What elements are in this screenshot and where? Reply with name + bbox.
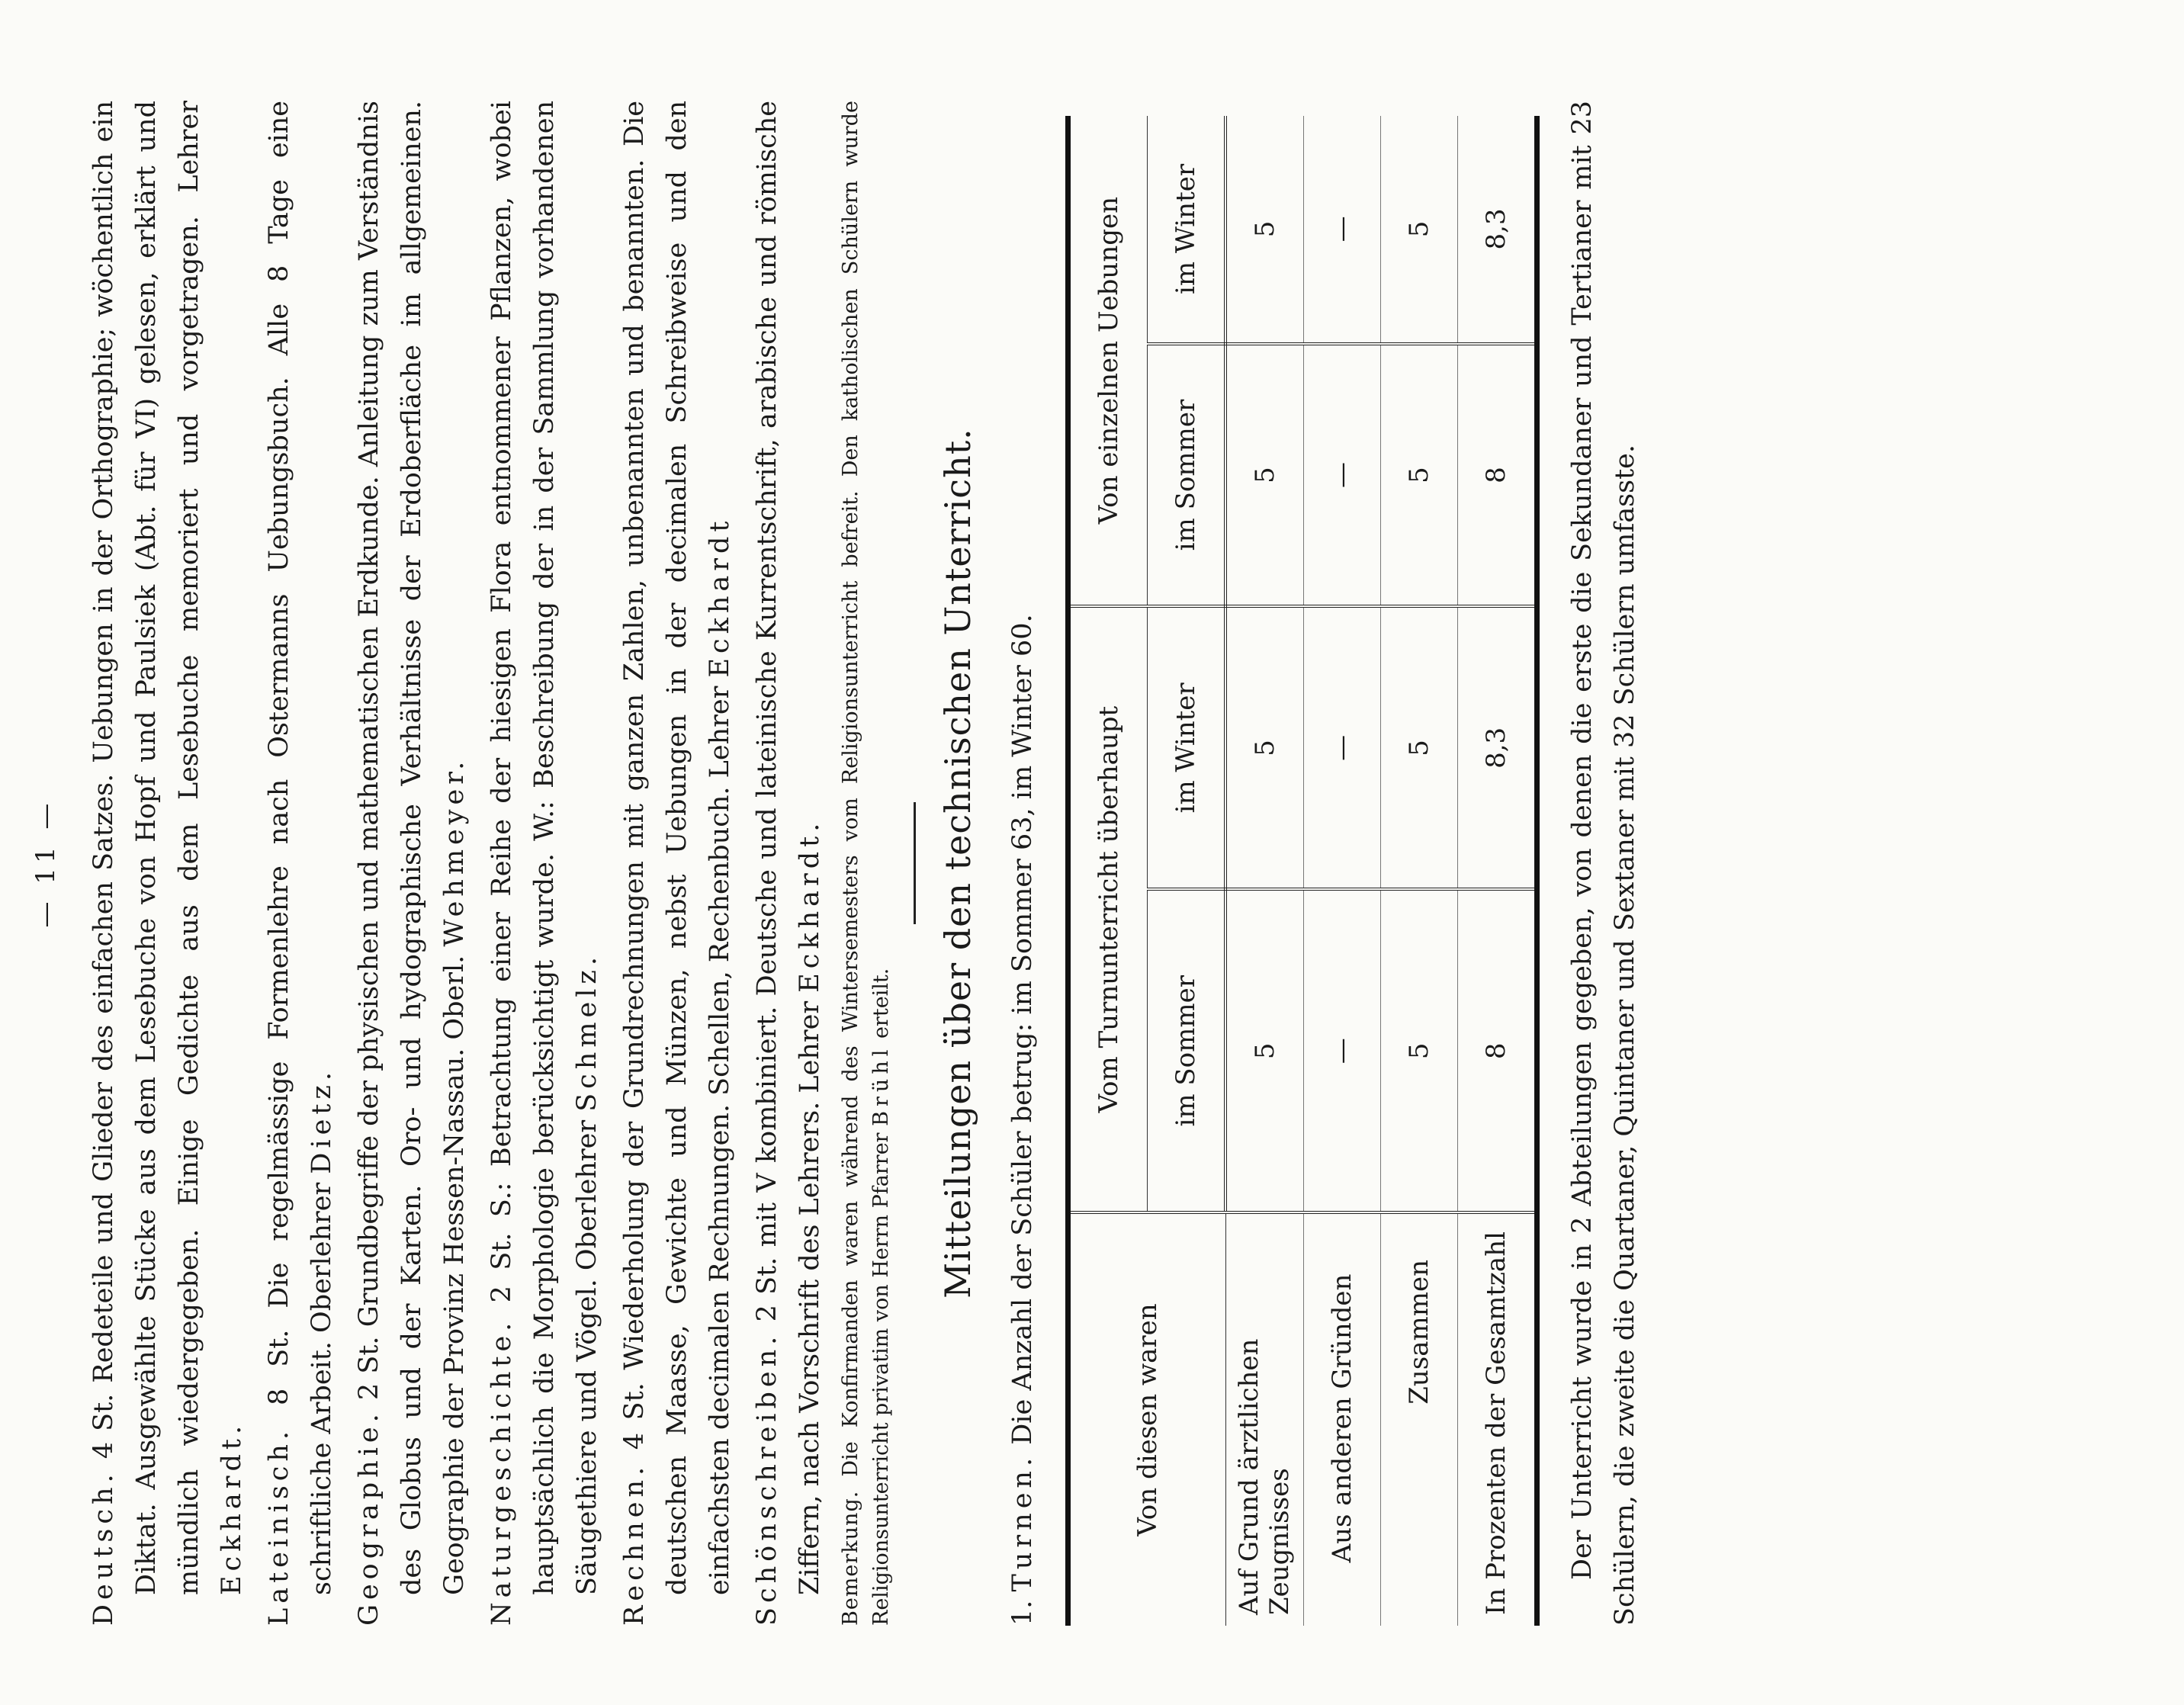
table-cell: 8,3 (1481, 208, 1511, 250)
table-cell: 5 (1225, 344, 1304, 606)
lesson-text: 2 St. S.: Betrachtung einer Reihe der hiesigen Flora entnommener Pflanzen, wobei hauptsächlich die Morphologie berücksichtigt wurde. W.: Beschreibung der in der Sammlung vorhandenen Säugethiere und Vögel. Oberlehrer (487, 101, 602, 1595)
turnen-paragraph (1001, 101, 1044, 1626)
closing-paragraph: Der Unterricht wurde in 2 Abteilungen gegeben, von denen die erste die Sekundaner und Tertianer mit 23 Schülern, die zweite die Quartaner, Quintaner und Sextaner mit 32 Schülern umfasste. (1567, 101, 1640, 1626)
row-label: In Prozenten der Gesamtzahl (1458, 1212, 1537, 1626)
row-label: Zusammen (1381, 1212, 1458, 1626)
table-header-row (1068, 116, 1148, 1626)
group-header-single: Von einzelnen Uebungen (1068, 116, 1148, 606)
teacher-name: Eckhardt (705, 516, 735, 678)
table-cell: 5 (1381, 890, 1458, 1213)
table-cell: — (1304, 116, 1381, 344)
sub-header: im Winter (1148, 606, 1226, 889)
turnen-label: Turnen. (1007, 1453, 1038, 1592)
lesson-text: 8 St. Die regelmässige Formenlehre nach Ostermanns Uebungsbuch. Alle 8 Tage eine schriftliche Arbeit. Oberlehrer (264, 101, 337, 1595)
turnen-table (1065, 116, 1540, 1626)
row-label: Aus anderen Gründen (1304, 1212, 1381, 1626)
teacher-name: Eckhardt. (795, 818, 825, 993)
remark-note (836, 101, 897, 1626)
table-cell: 5 (1381, 116, 1458, 344)
lesson-text: 2 St. Grundbegriffe der physischen und mathematischen Erdkunde. Anleitung zum Verständnis des Globus und der Karten. Oro- und hydographische Verhältnisse der Erdoberfläche im allgemeinen. Geographie der Provinz Hessen-Nassau. Oberl. (354, 101, 470, 1595)
table-row (1381, 116, 1458, 1626)
table-cell: 8,3 (1458, 606, 1537, 889)
page-text-block (31, 101, 1646, 1626)
table-row (1304, 116, 1381, 1626)
sub-header: im Sommer (1148, 344, 1226, 606)
teacher-name: Eckhardt. (217, 1421, 247, 1595)
table-cell: 5 (1225, 116, 1304, 344)
row-header: Von diesen waren (1068, 1212, 1226, 1626)
table-cell: 8 (1458, 344, 1537, 606)
page-number: — 11 — (31, 798, 61, 928)
lesson-text: 4 St. Wiederholung der Grundrechnungen mit ganzen Zahlen, unbenannten und benannten. Die deutschen Maasse, Gewichte und Münzen, nebst Uebungen in der decimalen Schreibweise und den einfachsten decimalen Rechnungen. Schellen, Rechenbuch. Lehrer (619, 101, 735, 1595)
lesson-text: 4 St. Redeteile und Glieder des einfachen Satzes. Uebungen in der Orthographie; wöchentlich ein Diktat. Ausgewählte Stücke aus dem Lesebuche von Hopf und Paulsiek (Abt. für VI) gelesen, erklärt und mündlich wiedergegeben. Einige Gedichte aus dem Lesebuche memoriert und vorgetragen. Lehrer (88, 101, 204, 1595)
table-cell: — (1304, 606, 1381, 889)
teacher-name: Dietz. (307, 1068, 337, 1174)
lesson-schoenschreiben (746, 101, 831, 1626)
remark-label: Bemerkung. (839, 1490, 862, 1626)
lesson-lateinisch (258, 101, 343, 1626)
lesson-rechnen (613, 101, 741, 1626)
subject-heading: Rechnen. (619, 1462, 650, 1626)
remark-text: Die Konfirmanden waren während des Wintersemesters vom Religionsunterricht befreit. Den katholischen Schülern wurde Religionsunterricht privatim von Herrn Pfarrer (839, 101, 893, 1626)
subject-heading: Deutsch. (88, 1469, 119, 1626)
section-divider (914, 802, 916, 924)
subject-heading: Lateinisch. (264, 1426, 294, 1626)
table-cell: — (1304, 890, 1381, 1213)
table-cell: 8 (1458, 890, 1537, 1213)
table-cell: 5 (1381, 344, 1458, 606)
turnen-number: 1. (1007, 1600, 1038, 1626)
teacher-name: Wehmeyer. (439, 756, 470, 947)
remark-end: erteilt. (869, 968, 893, 1039)
group-header-overall: Vom Turnunterricht überhaupt (1068, 606, 1148, 1212)
lesson-text: 2 St. mit V kombiniert. Deutsche und lateinische Kurrentschrift, arabische und römische Ziffern, nach Vorschrift des Lehrers. Lehrer (752, 101, 825, 1595)
lesson-naturgeschichte (480, 101, 609, 1626)
section-title: Mitteilungen über den technischen Unterricht. (937, 428, 978, 1299)
table-cell: 5 (1381, 606, 1458, 889)
turnen-text: Die Anzahl der Schüler betrug: im Sommer 63, im Winter 60. (1007, 614, 1038, 1445)
subject-heading: Naturgeschichte. (487, 1318, 517, 1626)
teacher-name: Schmelz. (572, 952, 602, 1112)
sub-header: im Winter (1148, 116, 1226, 344)
table-row (1225, 116, 1304, 1626)
lesson-geographie (348, 101, 476, 1626)
table-cell: — (1304, 344, 1381, 606)
subject-heading: Geographie. (354, 1409, 384, 1626)
sub-header: im Sommer (1148, 890, 1226, 1213)
remark-person: Brühl (869, 1045, 893, 1126)
table-row (1458, 116, 1537, 1626)
lesson-deutsch (82, 101, 253, 1626)
table-cell: 5 (1225, 890, 1304, 1213)
subject-heading: Schönschreiben. (752, 1331, 782, 1626)
table-cell: 5 (1225, 606, 1304, 889)
row-label: Auf Grund ärztlichen Zeugnisses (1225, 1212, 1304, 1626)
